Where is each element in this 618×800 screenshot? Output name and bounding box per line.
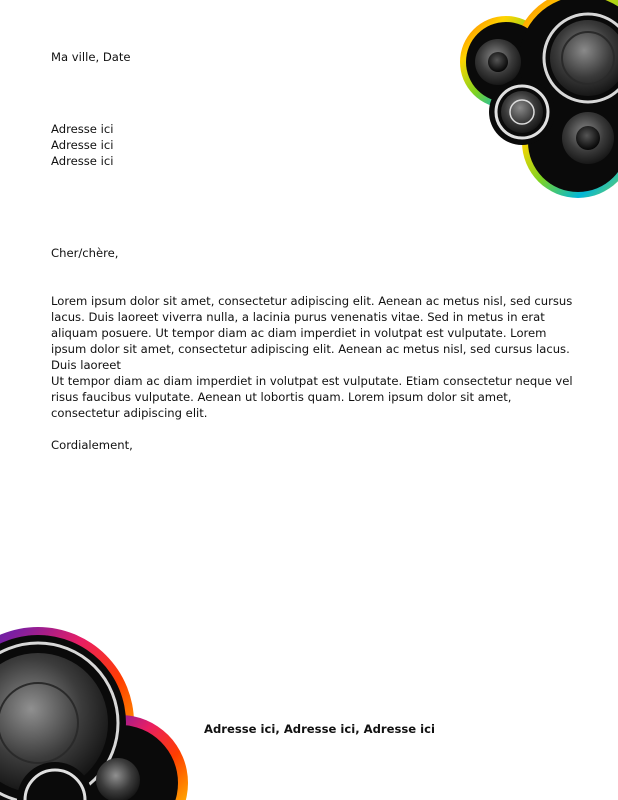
speaker-cluster-icon — [0, 625, 190, 800]
address-line: Adresse ici — [51, 154, 114, 168]
greeting: Cher/chère, — [51, 246, 119, 260]
recipient-address — [51, 121, 113, 169]
closing: Cordialement, — [51, 438, 133, 452]
body-paragraph: Ut tempor diam ac diam imperdiet in volutpat est vulputate. Etiam consectetur neque vel risus faucibus vulputate. Aenean ut lobortis quam. Lorem ipsum dolor sit amet, consectetur adipiscing elit. — [51, 374, 573, 420]
speaker-cluster-icon — [458, 0, 618, 200]
footer-address: Adresse ici, Adresse ici, Adresse ici — [204, 722, 436, 736]
place-date: Ma ville, Date — [51, 50, 131, 64]
address-line: Adresse ici — [51, 122, 114, 136]
body-paragraph: Lorem ipsum dolor sit amet, consectetur adipiscing elit. Aenean ac metus nisl, sed cursus lacus. Duis laoreet viverra nulla, a lacinia purus venenatis vitae. Sed in metus in erat aliquam posuere. Ut tempor diam ac diam imperdiet in volutpat est vulputate. Lorem ipsum dolor sit amet, consectetur adipiscing elit. Aenean ac metus nisl, sed cursus lacus. Duis laoreet — [51, 294, 573, 372]
address-line: Adresse ici — [51, 138, 114, 152]
